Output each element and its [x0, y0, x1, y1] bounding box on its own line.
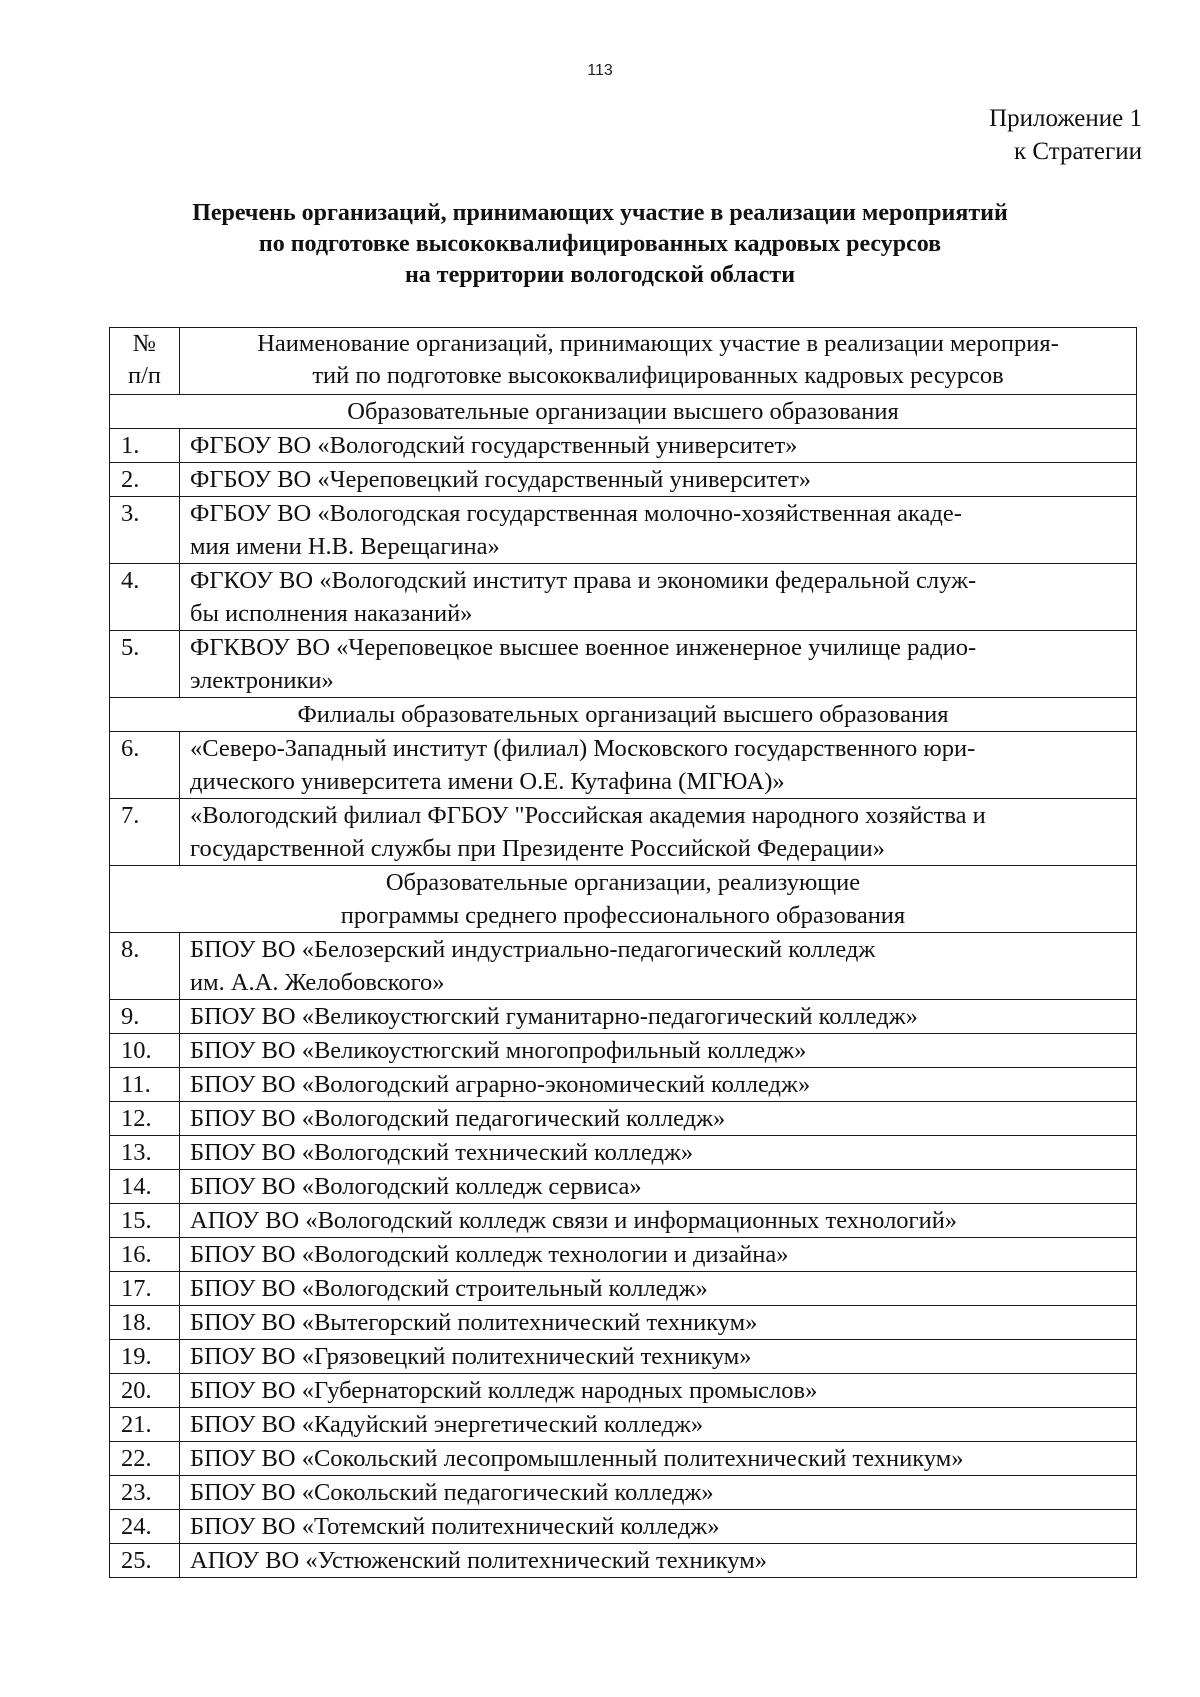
- organization-name-line: БПОУ ВО «Вытегорский политехнический техникум»: [190, 1309, 758, 1336]
- table-row: [110, 1374, 1137, 1408]
- table-row: [110, 1204, 1137, 1238]
- table-row: [110, 732, 1137, 799]
- organization-name-line: БПОУ ВО «Великоустюгский многопрофильный колледж»: [190, 1037, 807, 1064]
- organization-name-line: БПОУ ВО «Великоустюгский гуманитарно-педагогический колледж»: [190, 1003, 918, 1030]
- organization-name: [180, 732, 1137, 799]
- organization-name: [180, 564, 1137, 631]
- section-title: [110, 395, 1137, 429]
- organization-name: [180, 1238, 1137, 1272]
- table-row: [110, 1408, 1137, 1442]
- table-row: [110, 1068, 1137, 1102]
- organization-name: [180, 1442, 1137, 1476]
- table-row: [110, 1034, 1137, 1068]
- row-number: 15.: [110, 1204, 180, 1238]
- header-name-line-2: тий по подготовке высококвалифицированных кадровых ресурсов: [312, 362, 1004, 389]
- header-name-cell: [180, 328, 1137, 395]
- organization-name: [180, 1476, 1137, 1510]
- table-row: [110, 933, 1137, 1000]
- appendix-label: [989, 102, 1142, 168]
- row-number: 9.: [110, 1000, 180, 1034]
- organization-name: [180, 1204, 1137, 1238]
- title-line-2: по подготовке высококвалифицированных кадровых ресурсов: [258, 231, 942, 257]
- section-title-line: Образовательные организации, реализующие: [385, 869, 861, 896]
- organization-name: [180, 1170, 1137, 1204]
- organization-name-line: БПОУ ВО «Вологодский колледж сервиса»: [190, 1173, 642, 1200]
- organization-name-line: мия имени Н.В. Верещагина»: [190, 533, 500, 560]
- organization-name: [180, 1374, 1137, 1408]
- organization-name-line: бы исполнения наказаний»: [190, 600, 473, 627]
- table-row: [110, 1000, 1137, 1034]
- row-number: 1.: [110, 429, 180, 463]
- row-number: 7.: [110, 799, 180, 866]
- organization-name-line: БПОУ ВО «Вологодский педагогический колледж»: [190, 1105, 726, 1132]
- row-number: 11.: [110, 1068, 180, 1102]
- row-number: 18.: [110, 1306, 180, 1340]
- section-title-line: Образовательные организации высшего образования: [347, 398, 899, 425]
- row-number: 5.: [110, 631, 180, 698]
- table-row: [110, 1272, 1137, 1306]
- table-row: [110, 1136, 1137, 1170]
- organization-name-line: БПОУ ВО «Сокольский лесопромышленный политехнический техникум»: [190, 1445, 964, 1472]
- organization-name: [180, 1408, 1137, 1442]
- table-row: [110, 564, 1137, 631]
- section-header-row: [110, 395, 1137, 429]
- organization-name: [180, 799, 1137, 866]
- row-number: 21.: [110, 1408, 180, 1442]
- organization-name-line: БПОУ ВО «Грязовецкий политехнический техникум»: [190, 1343, 752, 1370]
- table-row: [110, 1238, 1137, 1272]
- organization-name-line: БПОУ ВО «Белозерский индустриально-педагогический колледж: [190, 936, 876, 963]
- organization-name-line: БПОУ ВО «Вологодский аграрно-экономический колледж»: [190, 1071, 811, 1098]
- row-number: 19.: [110, 1340, 180, 1374]
- row-number: 17.: [110, 1272, 180, 1306]
- organization-name-line: дического университета имени О.Е. Кутафина (МГЮА)»: [190, 768, 785, 795]
- table-row: [110, 1510, 1137, 1544]
- row-number: 13.: [110, 1136, 180, 1170]
- table-row: [110, 497, 1137, 564]
- row-number: 4.: [110, 564, 180, 631]
- row-number: 3.: [110, 497, 180, 564]
- organization-name: [180, 1340, 1137, 1374]
- organization-name-line: ФГБОУ ВО «Вологодский государственный университет»: [190, 432, 798, 459]
- header-number-label: №: [132, 330, 157, 357]
- row-number: 20.: [110, 1374, 180, 1408]
- organization-name-line: «Северо-Западный институт (филиал) Московского государственного юри-: [190, 735, 976, 762]
- organization-name-line: ФГКОУ ВО «Вологодский институт права и экономики федеральной служ-: [190, 567, 977, 594]
- header-number-cell: [110, 328, 180, 395]
- row-number: 25.: [110, 1544, 180, 1578]
- organization-name-line: электроники»: [190, 667, 334, 694]
- organization-name-line: им. А.А. Желобовского»: [190, 969, 445, 996]
- table-header-row: [110, 328, 1137, 395]
- document-title: [0, 198, 1200, 291]
- appendix-line-1: Приложение 1: [989, 105, 1142, 132]
- row-number: 12.: [110, 1102, 180, 1136]
- row-number: 6.: [110, 732, 180, 799]
- table-row: [110, 1102, 1137, 1136]
- row-number: 14.: [110, 1170, 180, 1204]
- title-line-1: Перечень организаций, принимающих участие в реализации мероприятий: [192, 200, 1008, 226]
- organization-name: [180, 1306, 1137, 1340]
- organization-name-line: БПОУ ВО «Вологодский колледж технологии и дизайна»: [190, 1241, 789, 1268]
- organization-name-line: ФГБОУ ВО «Вологодская государственная молочно-хозяйственная акаде-: [190, 500, 962, 527]
- row-number: 24.: [110, 1510, 180, 1544]
- row-number: 22.: [110, 1442, 180, 1476]
- organization-name: [180, 1068, 1137, 1102]
- organization-name: [180, 1102, 1137, 1136]
- organization-name: [180, 1544, 1137, 1578]
- organization-name: [180, 1136, 1137, 1170]
- row-number: 23.: [110, 1476, 180, 1510]
- organization-name-line: «Вологодский филиал ФГБОУ "Российская академия народного хозяйства и: [190, 802, 986, 829]
- organization-name: [180, 497, 1137, 564]
- table-row: [110, 1442, 1137, 1476]
- row-number: 2.: [110, 463, 180, 497]
- table-row: [110, 1340, 1137, 1374]
- organizations-table-body: [110, 328, 1137, 1578]
- organization-name-line: БПОУ ВО «Вологодский технический колледж»: [190, 1139, 694, 1166]
- organization-name: [180, 933, 1137, 1000]
- table-row: [110, 1306, 1137, 1340]
- table-row: [110, 429, 1137, 463]
- organization-name: [180, 1510, 1137, 1544]
- section-title: [110, 866, 1137, 933]
- organization-name-line: АПОУ ВО «Устюженский политехнический техникум»: [190, 1547, 767, 1574]
- organization-name: [180, 429, 1137, 463]
- organization-name: [180, 1272, 1137, 1306]
- organization-name: [180, 631, 1137, 698]
- page-number: 113: [587, 62, 613, 79]
- organizations-table: [109, 327, 1137, 1578]
- title-line-3: на территории вологодской области: [404, 262, 796, 288]
- organization-name-line: ФГБОУ ВО «Череповецкий государственный университет»: [190, 466, 812, 493]
- organization-name-line: БПОУ ВО «Губернаторский колледж народных промыслов»: [190, 1377, 818, 1404]
- section-title-line: Филиалы образовательных организаций высшего образования: [297, 701, 949, 728]
- row-number: 8.: [110, 933, 180, 1000]
- organization-name-line: БПОУ ВО «Кадуйский энергетический колледж»: [190, 1411, 704, 1438]
- organization-name: [180, 463, 1137, 497]
- table-row: [110, 1476, 1137, 1510]
- header-number-sublabel: п/п: [127, 362, 162, 389]
- section-title-line: программы среднего профессионального образования: [340, 902, 906, 929]
- table-row: [110, 1544, 1137, 1578]
- section-header-row: [110, 866, 1137, 933]
- organization-name-line: государственной службы при Президенте Российской Федерации»: [190, 835, 885, 862]
- row-number: 10.: [110, 1034, 180, 1068]
- header-name-line-1: Наименование организаций, принимающих участие в реализации мероприя-: [257, 330, 1059, 357]
- organization-name-line: БПОУ ВО «Вологодский строительный колледж»: [190, 1275, 708, 1302]
- table-row: [110, 463, 1137, 497]
- row-number: 16.: [110, 1238, 180, 1272]
- section-title: [110, 698, 1137, 732]
- organization-name-line: БПОУ ВО «Тотемский политехнический колледж»: [190, 1513, 720, 1540]
- organization-name-line: АПОУ ВО «Вологодский колледж связи и информационных технологий»: [190, 1207, 958, 1234]
- organization-name: [180, 1034, 1137, 1068]
- table-row: [110, 799, 1137, 866]
- organization-name-line: БПОУ ВО «Сокольский педагогический колледж»: [190, 1479, 714, 1506]
- organization-name-line: ФГКВОУ ВО «Череповецкое высшее военное инженерное училище радио-: [190, 634, 977, 661]
- table-row: [110, 631, 1137, 698]
- appendix-line-2: к Стратегии: [1014, 138, 1142, 165]
- section-header-row: [110, 698, 1137, 732]
- table-row: [110, 1170, 1137, 1204]
- organization-name: [180, 1000, 1137, 1034]
